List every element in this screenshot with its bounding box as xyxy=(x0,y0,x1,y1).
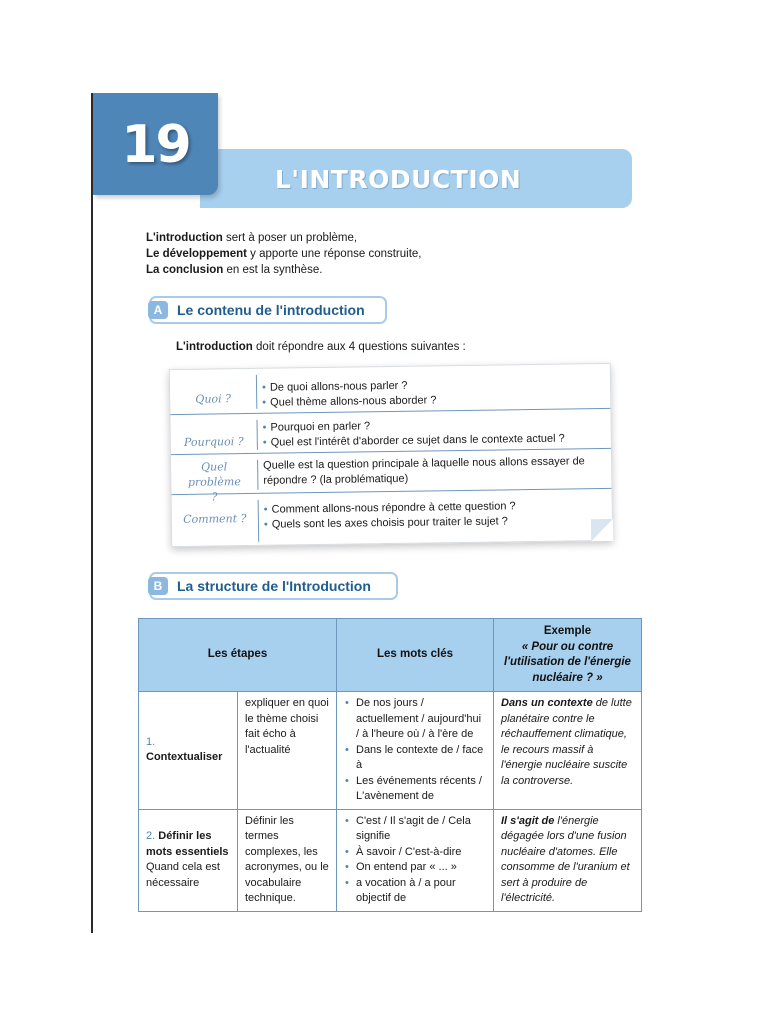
keyword-item: • Dans le contexte de / face à xyxy=(356,743,486,774)
example-text: de lutte planétaire contre le réchauffement climatique, le recours massif à l'énergie nucléaire suscite la controverse. xyxy=(501,697,632,787)
step-title: Contextualiser xyxy=(146,751,223,764)
questions-card xyxy=(169,363,613,547)
keywords-cell xyxy=(337,809,494,911)
intro-text: en est la synthèse. xyxy=(223,264,323,276)
section-title: Le contenu de l'introduction xyxy=(177,302,365,318)
question-answers xyxy=(262,376,604,411)
chapter-number: 19 xyxy=(121,115,190,175)
example-cell xyxy=(494,809,642,911)
step-description: Définir les termes complexes, les acronymes, ou le vocabulaire technique. xyxy=(238,809,337,911)
section-badge: B xyxy=(148,577,168,595)
table-row xyxy=(139,692,642,810)
step-title: Définir les mots essentiels xyxy=(146,830,229,858)
section-a-heading xyxy=(149,296,387,324)
example-cell xyxy=(494,692,642,810)
answer-item: • Quel thème allons-nous aborder ? xyxy=(262,391,604,411)
section-title: La structure de l'Introduction xyxy=(177,578,371,594)
row-divider xyxy=(256,375,257,409)
intro-term: L'introduction xyxy=(146,232,223,244)
answer-item: • Quel est l'intérêt d'aborder ce sujet dans le contexte actuel ? xyxy=(263,431,605,451)
section-b-heading xyxy=(149,572,398,600)
chapter-title: L'INTRODUCTION xyxy=(275,165,522,194)
header-example-title: Exemple xyxy=(543,625,592,637)
step-cell xyxy=(139,692,238,810)
section-a-lead xyxy=(176,341,466,353)
intro-text: sert à poser un problème, xyxy=(222,232,358,244)
question-label: Quoi ? xyxy=(195,392,232,406)
page-fold-corner xyxy=(591,519,613,541)
lead-term: L'introduction xyxy=(176,341,253,353)
row-divider xyxy=(256,420,257,450)
answer-item: • Pourquoi en parler ? xyxy=(263,416,605,436)
keyword-item: • De nos jours / actuellement / aujourd'hui / à l'heure où / à l'ère de xyxy=(356,696,486,743)
question-row xyxy=(170,364,611,414)
question-label: Quel problème ? xyxy=(187,460,241,504)
question-answers xyxy=(264,498,606,533)
keyword-item: • On entend par « ... » xyxy=(356,860,486,876)
keyword-item: • C'est / Il s'agit de / Cela signifie xyxy=(356,814,486,845)
page-margin-rule xyxy=(91,93,93,933)
step-description: expliquer en quoi le thème choisi fait écho à l'actualité xyxy=(238,692,337,810)
question-answers xyxy=(263,416,605,451)
keyword-item: • a vocation à / a pour objectif de xyxy=(356,876,486,907)
row-divider xyxy=(257,460,258,490)
lead-text: doit répondre aux 4 questions suivantes : xyxy=(252,341,466,353)
intro-term: La conclusion xyxy=(146,264,224,276)
question-row xyxy=(172,488,613,547)
keyword-item: • À savoir / C'est-à-dire xyxy=(356,845,486,861)
intro-term: Le développement xyxy=(146,248,247,260)
chapter-number-box xyxy=(93,93,218,195)
example-text: l'énergie dégagée lors d'une fusion nucléaire d'atomes. Elle consomme de l'uranium et sert à produire de l'électricité. xyxy=(501,814,630,904)
intro-text: y apporte une réponse construite, xyxy=(246,248,422,260)
table-header-row xyxy=(139,619,642,692)
question-label: Pourquoi ? xyxy=(183,435,244,449)
question-answer-text: Quelle est la question principale à laquelle nous allons essayer de répondre ? (la problématique) xyxy=(263,455,585,487)
example-lead: Il s'agit de xyxy=(501,814,555,827)
keyword-item: • Les événements récents / L'avènement de xyxy=(356,774,486,805)
structure-table xyxy=(138,618,642,912)
step-cell xyxy=(139,809,238,911)
section-badge: A xyxy=(148,301,168,319)
header-example xyxy=(494,619,642,692)
answer-item: • Quels sont les axes choisis pour traiter le sujet ? xyxy=(264,513,606,533)
keywords-cell xyxy=(337,692,494,810)
header-steps: Les étapes xyxy=(139,619,337,692)
header-keywords: Les mots clés xyxy=(337,619,494,692)
answer-item: • De quoi allons-nous parler ? xyxy=(262,376,604,396)
question-label: Comment ? xyxy=(183,512,247,526)
example-lead: Dans un contexte xyxy=(501,697,593,709)
step-number: 1. xyxy=(146,735,156,748)
step-number: 2. xyxy=(146,830,156,842)
header-example-subject: « Pour ou contre l'utilisation de l'énergie nucléaire ? » xyxy=(504,640,631,684)
table-row xyxy=(139,809,642,911)
answer-item: • Comment allons-nous répondre à cette question ? xyxy=(264,498,606,518)
step-note: Quand cela est nécessaire xyxy=(146,861,220,889)
intro-paragraph xyxy=(146,230,422,278)
row-divider xyxy=(258,500,260,542)
